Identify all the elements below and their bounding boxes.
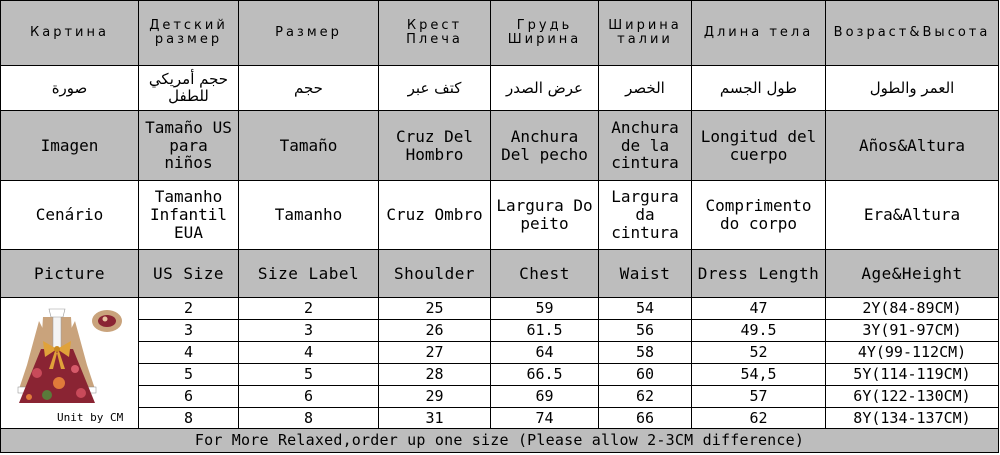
table-cell: 31 [379, 407, 491, 429]
header-cell: Largura Do peito [491, 181, 599, 250]
product-picture-cell [1, 298, 139, 429]
table-cell: 66.5 [491, 363, 599, 385]
header-cell: طول الجسم [692, 66, 826, 111]
header-row-russian [1, 1, 999, 66]
header-cell: كتف عبر [379, 66, 491, 111]
table-cell: 4 [239, 341, 379, 363]
table-cell: 49.5 [692, 320, 826, 342]
unit-note: Unit by CM [57, 411, 124, 425]
header-cell: Size Label [239, 250, 379, 298]
table-cell: 62 [692, 407, 826, 429]
header-cell: Ширина талии [599, 1, 692, 66]
header-cell: US Size [139, 250, 239, 298]
header-cell: Tamaño US para niños [139, 110, 239, 180]
header-row-spanish [1, 110, 999, 180]
header-cell: Размер [239, 1, 379, 66]
dress-image [9, 303, 131, 411]
header-cell: Tamanho [239, 181, 379, 250]
table-cell: 5 [239, 363, 379, 385]
header-cell: Picture [1, 250, 139, 298]
table-cell: 8 [239, 407, 379, 429]
header-cell: Shoulder [379, 250, 491, 298]
table-cell: 74 [491, 407, 599, 429]
table-cell: 3 [239, 320, 379, 342]
table-cell: 61.5 [491, 320, 599, 342]
table-cell: 3Y(91-97CM) [826, 320, 999, 342]
header-cell: Chest [491, 250, 599, 298]
table-cell: 54,5 [692, 363, 826, 385]
header-cell: Картина [1, 1, 139, 66]
header-row-arabic [1, 66, 999, 111]
header-cell: حجم أمريكي للطفل [139, 66, 239, 111]
footer-note: For More Relaxed,order up one size (Please allow 2-3CM difference) [1, 429, 999, 453]
header-cell: حجم [239, 66, 379, 111]
header-cell: عرض الصدر [491, 66, 599, 111]
table-cell: 47 [692, 298, 826, 320]
table-cell: 26 [379, 320, 491, 342]
header-cell: Cruz Del Hombro [379, 110, 491, 180]
table-row [1, 385, 999, 407]
table-row [1, 407, 999, 429]
table-cell: 27 [379, 341, 491, 363]
header-cell: Longitud del cuerpo [692, 110, 826, 180]
table-cell: 56 [599, 320, 692, 342]
header-cell: Крест Плеча [379, 1, 491, 66]
table-cell: 2 [239, 298, 379, 320]
header-cell: Anchura Del pecho [491, 110, 599, 180]
table-cell: 2 [139, 298, 239, 320]
header-cell: Грудь Ширина [491, 1, 599, 66]
header-row-portuguese [1, 181, 999, 250]
table-row [1, 341, 999, 363]
table-row [1, 298, 999, 320]
header-cell: Age&Height [826, 250, 999, 298]
header-row-english [1, 250, 999, 298]
header-cell: صورة [1, 66, 139, 111]
header-cell: Waist [599, 250, 692, 298]
table-cell: 54 [599, 298, 692, 320]
table-cell: 57 [692, 385, 826, 407]
header-cell: Длина тела [692, 1, 826, 66]
table-cell: 60 [599, 363, 692, 385]
header-cell: Tamanho Infantil EUA [139, 181, 239, 250]
table-cell: 2Y(84-89CM) [826, 298, 999, 320]
header-cell: العمر والطول [826, 66, 999, 111]
table-cell: 4 [139, 341, 239, 363]
table-cell: 8Y(134-137CM) [826, 407, 999, 429]
header-cell: Anchura de la cintura [599, 110, 692, 180]
header-cell: Era&Altura [826, 181, 999, 250]
footer-row [1, 429, 999, 453]
header-cell: Años&Altura [826, 110, 999, 180]
header-cell: Cenário [1, 181, 139, 250]
header-cell: Dress Length [692, 250, 826, 298]
table-cell: 25 [379, 298, 491, 320]
table-cell: 5Y(114-119CM) [826, 363, 999, 385]
header-cell: Imagen [1, 110, 139, 180]
header-cell: Tamaño [239, 110, 379, 180]
table-cell: 29 [379, 385, 491, 407]
header-cell: Comprimento do corpo [692, 181, 826, 250]
table-cell: 64 [491, 341, 599, 363]
header-cell: Largura da cintura [599, 181, 692, 250]
table-row [1, 363, 999, 385]
header-cell: Cruz Ombro [379, 181, 491, 250]
header-cell: Возраст&Высота [826, 1, 999, 66]
table-cell: 6Y(122-130CM) [826, 385, 999, 407]
table-cell: 6 [239, 385, 379, 407]
table-cell: 6 [139, 385, 239, 407]
table-cell: 66 [599, 407, 692, 429]
table-cell: 59 [491, 298, 599, 320]
header-cell: Детский размер [139, 1, 239, 66]
table-cell: 69 [491, 385, 599, 407]
header-cell: الخصر [599, 66, 692, 111]
table-cell: 62 [599, 385, 692, 407]
table-cell: 8 [139, 407, 239, 429]
table-row [1, 320, 999, 342]
table-cell: 28 [379, 363, 491, 385]
table-cell: 58 [599, 341, 692, 363]
table-cell: 3 [139, 320, 239, 342]
table-cell: 52 [692, 341, 826, 363]
table-cell: 5 [139, 363, 239, 385]
table-cell: 4Y(99-112CM) [826, 341, 999, 363]
